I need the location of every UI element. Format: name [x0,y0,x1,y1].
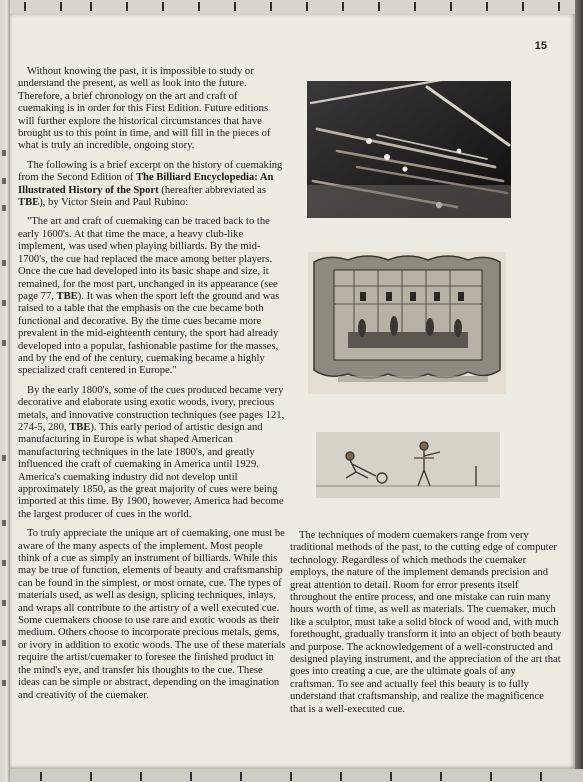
page-right-shadow [575,0,583,782]
figures-sketch [316,432,500,498]
mace-players-sketch [316,432,500,498]
document-page [10,14,575,769]
abbreviation: TBE [69,421,91,433]
paragraph-quote: "The art and craft of cuemaking can be traced back to the early 1600's. At that time the mace, a heavy club-like implement, was used when playing billiards. By the mid-1700's, the cue had replaced the mace among better players. Once the cue had developed into its basic shape and size, it remained, for the most part, unchanged in its appearance (see page 77, TBE). It was when the sport left the ground and was raised to a table that the emphasis on the cue became both functional and decorative. By the time cues became more prevalent in the mid-eighteenth century, the sport had already developed into a popular, fashionable pastime for the masses, and by the end of the century, cuemaking became a highly specialized craft centered in Europe." [18,216,280,377]
paragraph-excerpt-intro: The following is a brief excerpt on the history of cuemaking from the Second Edition of The Billiard Encyclopedia: An Illustrated History of the Sport (hereafter abbreviated as TBE), by Victor Stein and Paul Rubino: [18,159,283,209]
paragraph-early-1800s: By the early 1800's, some of the cues produced became very decorative and elaborate using exotic woods, ivory, precious metals, and innovative construction techniques (see pages 121, 274-5, 280, TBE). This early period of artistic design and manufacturing in Europe is what shaped American manufacturing techniques in the late 1800's, and greatly influenced the craft of cuemaking in America until 1929. America's cuemaking industry did not develop until approximately 1850, as the great majority of cues were being imported at this time. By 1900, however, America had become the largest producer of cues in the world. [18,384,285,520]
book-spine-edge [0,0,10,782]
workshop-engraving-illustration [308,252,506,394]
cues-illustration [307,81,511,218]
page-number: 15 [534,40,547,52]
page-top-strip [10,0,583,14]
historical-engraving [308,252,506,394]
book-title: The Billiard Encyclopedia: An Illustrated History of the Sport [18,172,274,196]
paragraph-appreciation: To truly appreciate the unique art of cuemaking, one must be aware of the many aspects of the implement. Most people think of a cue as simply an instrument of billiards. While this may be true of function, elements of beauty and craftsmanship can be found in the simplest, or most ornate, cue. The types of materials used, as well as design, splicing techniques, inlays, and wraps all contribute to the artistry of a well executed cue. Some cuemakers choose to use rare and exotic woods as their medium. Others choose to incorporate precious metals, gems, or ivory in addition to exotic woods. The use of these materials require the artist/cuemaker to foresee the finished product in the mind's eye, and transfer his thoughts to the cue. These ideas can be simple or abstract, depending on the imagination and creativity of the cuemaker. [18,528,286,701]
right-text-column [290,530,562,716]
page-bottom-strip [10,769,583,782]
abbreviation: TBE [56,290,78,302]
left-text-column [18,66,286,709]
antique-cues-photo [307,81,511,218]
paragraph-intro: Without knowing the past, it is impossible to study or understand the present, as well as look into the future. Therefore, a brief chronology on the art and craft of cuemaking is in order for this First Edition. Future editions will further explore the historical circumstances that have brought us to this point in time, and will fill in the pieces of what is truly an incredible, ongoing story. [18,66,271,152]
paragraph-modern-techniques: The techniques of modern cuemakers range from very traditional methods of the past, to the cutting edge of computer technology. Regardless of which methods the cuemaker employs, the nature of the implement demands precision and great attention to detail. Room for error presents itself throughout the entire process, and one mistake can ruin many hours worth of time, as well as materials. The cuemaker, much like a sculptor, must take a solid block of wood and, with much forethought, gradually transform it into an object of both beauty and purpose. The acknowledgement of a well-constructed and designed playing instrument, and the appreciation of the art that goes into creating a cue, are the ultimate goals of any craftsman. To see and actually feel this beauty is to fully understand that craftsmanship, and realize the magnificence that is a well-executed cue. [290,530,562,715]
abbreviation: TBE [18,197,40,209]
